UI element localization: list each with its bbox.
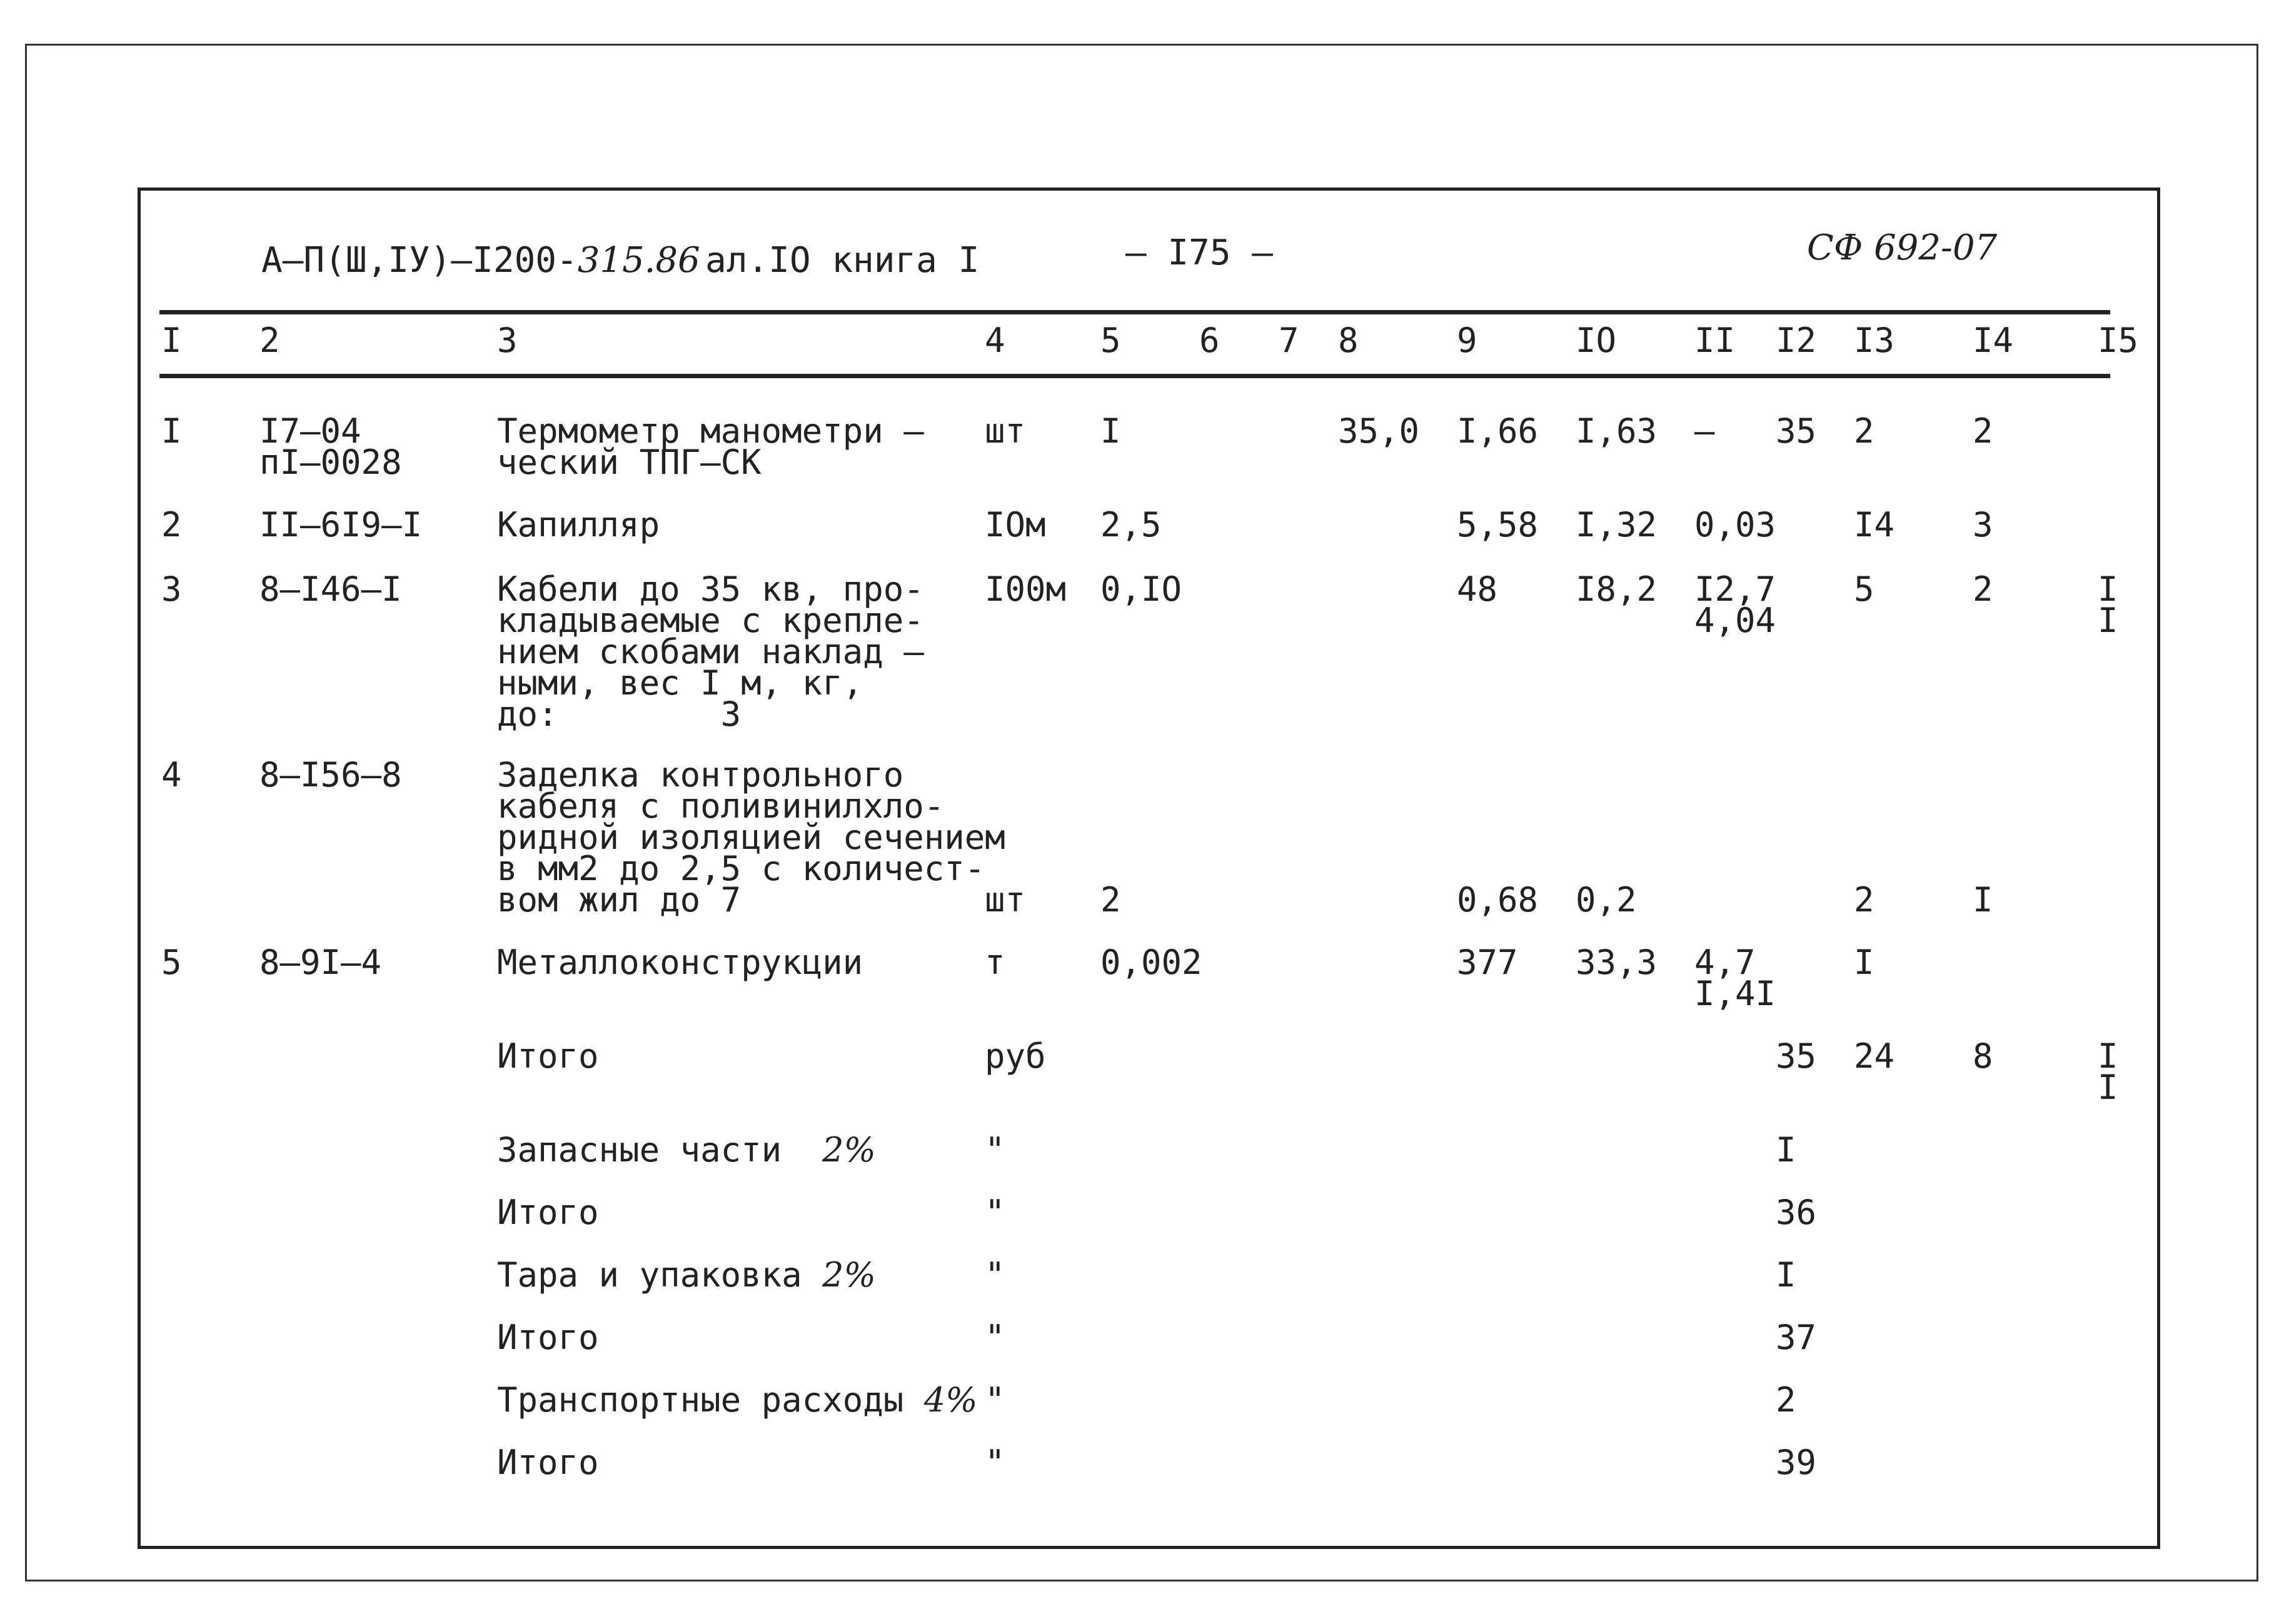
column-header-14: I4 bbox=[1973, 321, 2014, 360]
total-col14: 8 bbox=[1973, 1036, 1993, 1076]
total-col12: 2 bbox=[1776, 1380, 1796, 1420]
column-header-8: 8 bbox=[1338, 321, 1359, 360]
row-number: I bbox=[161, 411, 182, 451]
total-col12: I bbox=[1776, 1255, 1796, 1295]
total-percent: 4% bbox=[923, 1380, 978, 1420]
row-col13: 2 bbox=[1854, 411, 1874, 451]
column-header-4: 4 bbox=[985, 321, 1005, 360]
total-label: Итого bbox=[497, 1443, 599, 1482]
column-header-1: I bbox=[161, 321, 182, 360]
column-header-15: I5 bbox=[2098, 321, 2139, 360]
total-label: Транспортные расходы 4% bbox=[497, 1380, 978, 1420]
row-code: 8–I46–I bbox=[259, 569, 402, 609]
row-quantity: 0,002 bbox=[1100, 943, 1202, 982]
total-percent: 2% bbox=[822, 1130, 876, 1170]
row-col8: 35,0 bbox=[1338, 411, 1420, 451]
header-rule-top bbox=[159, 310, 2110, 314]
row-col9: I,66 bbox=[1457, 411, 1539, 451]
row-number: 4 bbox=[161, 755, 182, 794]
doc-code-handwritten: 315.86 bbox=[577, 240, 700, 281]
doc-code bbox=[261, 240, 700, 281]
column-header-7: 7 bbox=[1279, 321, 1299, 360]
row-col13: 2 bbox=[1854, 880, 1874, 920]
row-col11: – bbox=[1694, 411, 1715, 451]
row-number: 5 bbox=[161, 943, 182, 982]
column-header-10: IO bbox=[1576, 321, 1617, 360]
column-header-3: 3 bbox=[497, 321, 518, 360]
row-col14: 3 bbox=[1973, 505, 1993, 544]
total-label: Итого bbox=[497, 1036, 599, 1076]
column-header-2: 2 bbox=[259, 321, 280, 360]
row-col10: 33,3 bbox=[1576, 943, 1658, 982]
row-number: 3 bbox=[161, 569, 182, 609]
total-label: Тара и упаковка 2% bbox=[497, 1255, 876, 1295]
row-unit: т bbox=[985, 943, 1005, 982]
total-label: Запасные части 2% bbox=[497, 1130, 876, 1170]
row-col11: 0,03 bbox=[1694, 505, 1776, 544]
total-unit: " bbox=[985, 1380, 1005, 1420]
total-col12: 39 bbox=[1776, 1443, 1817, 1482]
row-unit: шт bbox=[985, 411, 1026, 451]
total-col12: 37 bbox=[1776, 1318, 1817, 1357]
row-col9: 377 bbox=[1457, 943, 1518, 982]
row-name: Кабели до 35 кв, про- кладываемые с крепле- нием скобами наклад – ными, вес I м, кг, до: 3 bbox=[497, 569, 924, 734]
row-unit: шт bbox=[985, 880, 1026, 920]
column-header-12: I2 bbox=[1776, 321, 1817, 360]
total-unit: " bbox=[985, 1443, 1005, 1482]
row-col9: 48 bbox=[1457, 569, 1498, 609]
row-col13: I bbox=[1854, 943, 1874, 982]
document-frame bbox=[138, 188, 2160, 1549]
row-col15: I I bbox=[2098, 569, 2118, 640]
total-col12: I bbox=[1776, 1130, 1796, 1170]
row-quantity: 2 bbox=[1100, 880, 1121, 920]
page-number: – I75 – bbox=[1125, 233, 1274, 273]
row-col14: 2 bbox=[1973, 569, 1993, 609]
row-code: I7–04 пI–0028 bbox=[259, 411, 402, 482]
row-code: 8–9I–4 bbox=[259, 943, 382, 982]
total-label: Итого bbox=[497, 1193, 599, 1232]
total-unit: " bbox=[985, 1193, 1005, 1232]
total-unit: руб bbox=[985, 1036, 1046, 1076]
row-name: Термометр манометри – ческий ТПГ–СК bbox=[497, 411, 924, 482]
column-header-13: I3 bbox=[1854, 321, 1895, 360]
total-percent: 2% bbox=[822, 1255, 876, 1295]
row-col13: 5 bbox=[1854, 569, 1874, 609]
row-col10: I,63 bbox=[1576, 411, 1658, 451]
row-code: II–6I9–I bbox=[259, 505, 423, 544]
column-header-9: 9 bbox=[1457, 321, 1477, 360]
total-col13: 24 bbox=[1854, 1036, 1895, 1076]
row-code: 8–I56–8 bbox=[259, 755, 402, 794]
row-col10: I,32 bbox=[1576, 505, 1658, 544]
row-quantity: I bbox=[1100, 411, 1121, 451]
header-rule-bottom bbox=[159, 374, 2110, 378]
row-col10: I8,2 bbox=[1576, 569, 1658, 609]
total-unit: " bbox=[985, 1130, 1005, 1170]
album-info: ал.IO книга I bbox=[705, 240, 980, 281]
total-col15: I I bbox=[2098, 1036, 2118, 1107]
row-col11: 4,7 I,4I bbox=[1694, 943, 1776, 1013]
row-col9: 0,68 bbox=[1457, 880, 1539, 920]
row-unit: I00м bbox=[985, 569, 1067, 609]
row-name: Металлоконструкции bbox=[497, 943, 863, 982]
row-col14: I bbox=[1973, 880, 1993, 920]
row-number: 2 bbox=[161, 505, 182, 544]
row-unit: IOм bbox=[985, 505, 1046, 544]
row-col13: I4 bbox=[1854, 505, 1895, 544]
column-header-11: II bbox=[1694, 321, 1736, 360]
column-header-5: 5 bbox=[1100, 321, 1121, 360]
row-col12: 35 bbox=[1776, 411, 1817, 451]
total-label: Итого bbox=[497, 1318, 599, 1357]
row-col11: I2,7 4,04 bbox=[1694, 569, 1776, 640]
row-name: Капилляр bbox=[497, 505, 660, 544]
row-name: Заделка контрольного кабеля с поливинилхло- ридной изоляцией сечением в мм2 до 2,5 с количест- вом жил до 7 bbox=[497, 755, 1005, 920]
total-unit: " bbox=[985, 1318, 1005, 1357]
total-col12: 36 bbox=[1776, 1193, 1817, 1232]
row-col10: 0,2 bbox=[1576, 880, 1637, 920]
column-header-6: 6 bbox=[1199, 321, 1220, 360]
stamp-code: СФ 692-07 bbox=[1807, 228, 1998, 268]
total-unit: " bbox=[985, 1255, 1005, 1295]
row-quantity: 2,5 bbox=[1100, 505, 1162, 544]
total-col12: 35 bbox=[1776, 1036, 1817, 1076]
row-quantity: 0,IO bbox=[1100, 569, 1182, 609]
row-col9: 5,58 bbox=[1457, 505, 1539, 544]
row-col14: 2 bbox=[1973, 411, 1993, 451]
doc-code-typed: А–П(Ш,IУ)–I200- bbox=[261, 240, 578, 281]
